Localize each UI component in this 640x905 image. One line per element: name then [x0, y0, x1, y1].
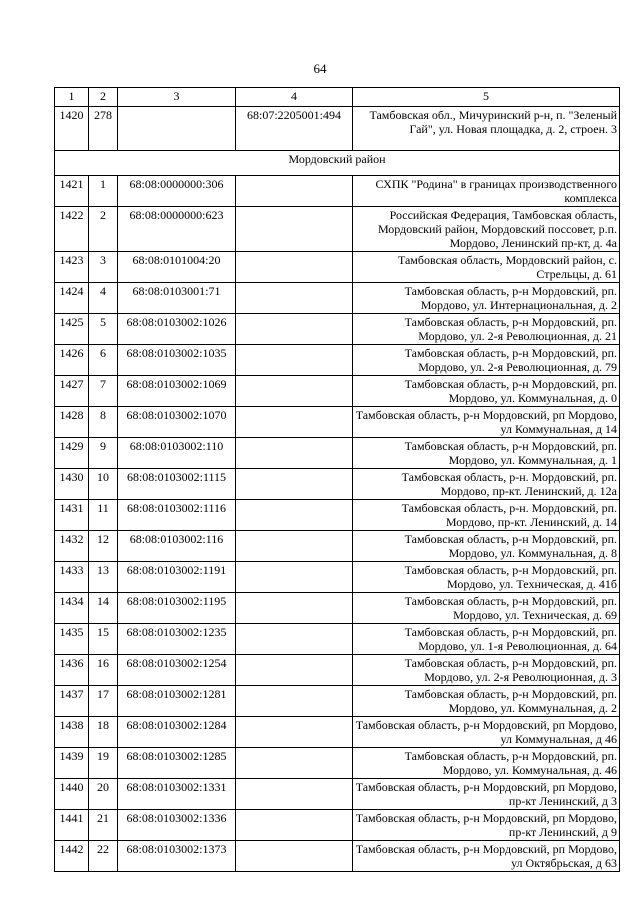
cadastral-number-col3: 68:08:0103002:1331 — [118, 779, 236, 810]
row-index: 10 — [89, 469, 118, 500]
cadastral-number-col4 — [236, 500, 353, 531]
table-row — [55, 717, 620, 748]
row-index: 9 — [89, 438, 118, 469]
address-cell: Тамбовская область, р-н. Мордовский, рп. Мордово, пр-кт. Ленинский, д. 12а — [353, 469, 620, 500]
address-cell: Тамбовская область, р-н Мордовский, рп Мордово, пр-кт Ленинский, д 9 — [353, 810, 620, 841]
address-cell: Тамбовская область, Мордовский район, с. Стрельцы, д. 61 — [353, 252, 620, 283]
cadastral-number-col3: 68:08:0103002:1336 — [118, 810, 236, 841]
cadastral-number-col3: 68:08:0103002:1235 — [118, 624, 236, 655]
row-index: 278 — [89, 107, 118, 151]
cadastral-number-col4: 68:07:2205001:494 — [236, 107, 353, 151]
table-row — [55, 686, 620, 717]
section-header-row — [55, 151, 620, 176]
table-row — [55, 779, 620, 810]
row-number: 1431 — [55, 500, 89, 531]
row-number: 1437 — [55, 686, 89, 717]
row-index: 3 — [89, 252, 118, 283]
cadastral-number-col3: 68:08:0103002:1070 — [118, 407, 236, 438]
row-index: 22 — [89, 841, 118, 872]
cadastral-number-col3: 68:08:0103002:1285 — [118, 748, 236, 779]
column-header: 5 — [353, 88, 620, 107]
cadastral-number-col4 — [236, 376, 353, 407]
address-cell: Тамбовская область, р-н Мордовский, рп. Мордово, ул. Коммунальная, д. 46 — [353, 748, 620, 779]
row-index: 15 — [89, 624, 118, 655]
cadastral-number-col4 — [236, 748, 353, 779]
row-index: 8 — [89, 407, 118, 438]
row-index: 6 — [89, 345, 118, 376]
row-index: 11 — [89, 500, 118, 531]
cadastral-number-col3: 68:08:0103002:1116 — [118, 500, 236, 531]
table-row — [55, 376, 620, 407]
table-row — [55, 283, 620, 314]
row-index: 13 — [89, 562, 118, 593]
table-row — [55, 252, 620, 283]
address-cell: Тамбовская область, р-н Мордовский, рп. Мордово, ул. 2-я Революционная, д. 21 — [353, 314, 620, 345]
address-cell: Тамбовская область, р-н Мордовский, рп. Мордово, ул. Коммунальная, д. 8 — [353, 531, 620, 562]
row-number: 1439 — [55, 748, 89, 779]
address-cell: Тамбовская область, р-н Мордовский, рп. Мордово, ул. Техническая, д. 69 — [353, 593, 620, 624]
cadastral-number-col3: 68:08:0103002:1281 — [118, 686, 236, 717]
cadastral-number-col3: 68:08:0000000:306 — [118, 176, 236, 207]
property-registry-table — [54, 87, 620, 872]
column-header: 3 — [118, 88, 236, 107]
cadastral-number-col4 — [236, 624, 353, 655]
row-number: 1441 — [55, 810, 89, 841]
row-number: 1421 — [55, 176, 89, 207]
row-index: 19 — [89, 748, 118, 779]
cadastral-number-col3: 68:08:0103002:1115 — [118, 469, 236, 500]
row-index: 18 — [89, 717, 118, 748]
table-row — [55, 176, 620, 207]
cadastral-number-col3: 68:08:0103002:1373 — [118, 841, 236, 872]
table-row — [55, 624, 620, 655]
row-index: 7 — [89, 376, 118, 407]
cadastral-number-col4 — [236, 779, 353, 810]
cadastral-number-col3: 68:08:0103002:1069 — [118, 376, 236, 407]
address-cell: Тамбовская обл., Мичуринский р-н, п. "Зеленый Гай", ул. Новая площадка, д. 2, строен. 3 — [353, 107, 620, 151]
row-number: 1426 — [55, 345, 89, 376]
cadastral-number-col4 — [236, 407, 353, 438]
row-number: 1429 — [55, 438, 89, 469]
row-number: 1427 — [55, 376, 89, 407]
row-index: 17 — [89, 686, 118, 717]
table-row — [55, 314, 620, 345]
row-index: 1 — [89, 176, 118, 207]
row-number: 1436 — [55, 655, 89, 686]
table-body — [55, 88, 620, 872]
table-row — [55, 107, 620, 151]
cadastral-number-col4 — [236, 686, 353, 717]
cadastral-number-col4 — [236, 438, 353, 469]
cadastral-number-col4 — [236, 207, 353, 252]
cadastral-number-col3: 68:08:0103002:1191 — [118, 562, 236, 593]
row-number: 1438 — [55, 717, 89, 748]
address-cell: Тамбовская область, р-н Мордовский, рп. Мордово, ул. Коммунальная, д. 0 — [353, 376, 620, 407]
cadastral-number-col4 — [236, 562, 353, 593]
cadastral-number-col4 — [236, 345, 353, 376]
row-number: 1430 — [55, 469, 89, 500]
cadastral-number-col3 — [118, 107, 236, 151]
cadastral-number-col3: 68:08:0101004:20 — [118, 252, 236, 283]
cadastral-number-col3: 68:08:0103002:1284 — [118, 717, 236, 748]
address-cell: Тамбовская область, р-н Мордовский, рп. Мордово, ул. Интернациональная, д. 2 — [353, 283, 620, 314]
address-cell: Тамбовская область, р-н Мордовский, рп Мордово, ул Коммунальная, д 46 — [353, 717, 620, 748]
cadastral-number-col4 — [236, 531, 353, 562]
row-number: 1420 — [55, 107, 89, 151]
row-number: 1440 — [55, 779, 89, 810]
cadastral-number-col4 — [236, 717, 353, 748]
address-cell: СХПК "Родина" в границах производственного комплекса — [353, 176, 620, 207]
address-cell: Тамбовская область, р-н Мордовский, рп. Мордово, ул. 1-я Революционная, д. 64 — [353, 624, 620, 655]
cadastral-number-col3: 68:08:0103002:1026 — [118, 314, 236, 345]
table-row — [55, 655, 620, 686]
row-number: 1422 — [55, 207, 89, 252]
row-number: 1425 — [55, 314, 89, 345]
column-header: 1 — [55, 88, 89, 107]
cadastral-number-col3: 68:08:0000000:623 — [118, 207, 236, 252]
section-title: Мордовский район — [55, 151, 620, 176]
address-cell: Тамбовская область, р-н Мордовский, рп Мордово, ул Коммунальная, д 14 — [353, 407, 620, 438]
row-index: 2 — [89, 207, 118, 252]
page-number: 64 — [313, 61, 327, 76]
cadastral-number-col4 — [236, 655, 353, 686]
row-number: 1424 — [55, 283, 89, 314]
row-index: 5 — [89, 314, 118, 345]
row-index: 12 — [89, 531, 118, 562]
table-row — [55, 562, 620, 593]
row-number: 1435 — [55, 624, 89, 655]
address-cell: Тамбовская область, р-н Мордовский, рп. Мордово, ул. 2-я Революционная, д. 3 — [353, 655, 620, 686]
row-number: 1434 — [55, 593, 89, 624]
cadastral-number-col3: 68:08:0103002:1035 — [118, 345, 236, 376]
address-cell: Тамбовская область, р-н. Мордовский, рп. Мордово, пр-кт. Ленинский, д. 14 — [353, 500, 620, 531]
address-cell: Тамбовская область, р-н Мордовский, рп. Мордово, ул. 2-я Революционная, д. 79 — [353, 345, 620, 376]
cadastral-number-col4 — [236, 283, 353, 314]
cadastral-number-col4 — [236, 314, 353, 345]
table-row — [55, 531, 620, 562]
address-cell: Тамбовская область, р-н Мордовский, рп. Мордово, ул. Техническая, д. 41б — [353, 562, 620, 593]
table-row — [55, 469, 620, 500]
cadastral-number-col4 — [236, 469, 353, 500]
cadastral-number-col3: 68:08:0103002:1195 — [118, 593, 236, 624]
cadastral-number-col4 — [236, 810, 353, 841]
row-index: 16 — [89, 655, 118, 686]
address-cell: Тамбовская область, р-н Мордовский, рп. Мордово, ул. Коммунальная, д. 1 — [353, 438, 620, 469]
table-row — [55, 500, 620, 531]
address-cell: Тамбовская область, р-н Мордовский, рп Мордово, пр-кт Ленинский, д 3 — [353, 779, 620, 810]
cadastral-number-col4 — [236, 841, 353, 872]
cadastral-number-col3: 68:08:0103002:110 — [118, 438, 236, 469]
address-cell: Российская Федерация, Тамбовская область, Мордовский район, Мордовский поссовет, р.п. Мордово, Ленинский пр-кт, д. 4а — [353, 207, 620, 252]
cadastral-number-col4 — [236, 593, 353, 624]
address-cell: Тамбовская область, р-н Мордовский, рп Мордово, ул Октябрьская, д 63 — [353, 841, 620, 872]
row-number: 1442 — [55, 841, 89, 872]
cadastral-number-col3: 68:08:0103002:1254 — [118, 655, 236, 686]
table-row — [55, 841, 620, 872]
row-index: 20 — [89, 779, 118, 810]
row-index: 21 — [89, 810, 118, 841]
table-row — [55, 407, 620, 438]
cadastral-number-col4 — [236, 176, 353, 207]
cadastral-number-col3: 68:08:0103001:71 — [118, 283, 236, 314]
table-row — [55, 345, 620, 376]
row-index: 4 — [89, 283, 118, 314]
column-header-row — [55, 88, 620, 107]
column-header: 4 — [236, 88, 353, 107]
row-number: 1433 — [55, 562, 89, 593]
table-row — [55, 810, 620, 841]
row-number: 1428 — [55, 407, 89, 438]
table-row — [55, 207, 620, 252]
column-header: 2 — [89, 88, 118, 107]
row-number: 1423 — [55, 252, 89, 283]
cadastral-number-col3: 68:08:0103002:116 — [118, 531, 236, 562]
table-row — [55, 748, 620, 779]
cadastral-number-col4 — [236, 252, 353, 283]
table-row — [55, 438, 620, 469]
row-index: 14 — [89, 593, 118, 624]
row-number: 1432 — [55, 531, 89, 562]
table-row — [55, 593, 620, 624]
address-cell: Тамбовская область, р-н Мордовский, рп. Мордово, ул. Коммунальная, д. 2 — [353, 686, 620, 717]
